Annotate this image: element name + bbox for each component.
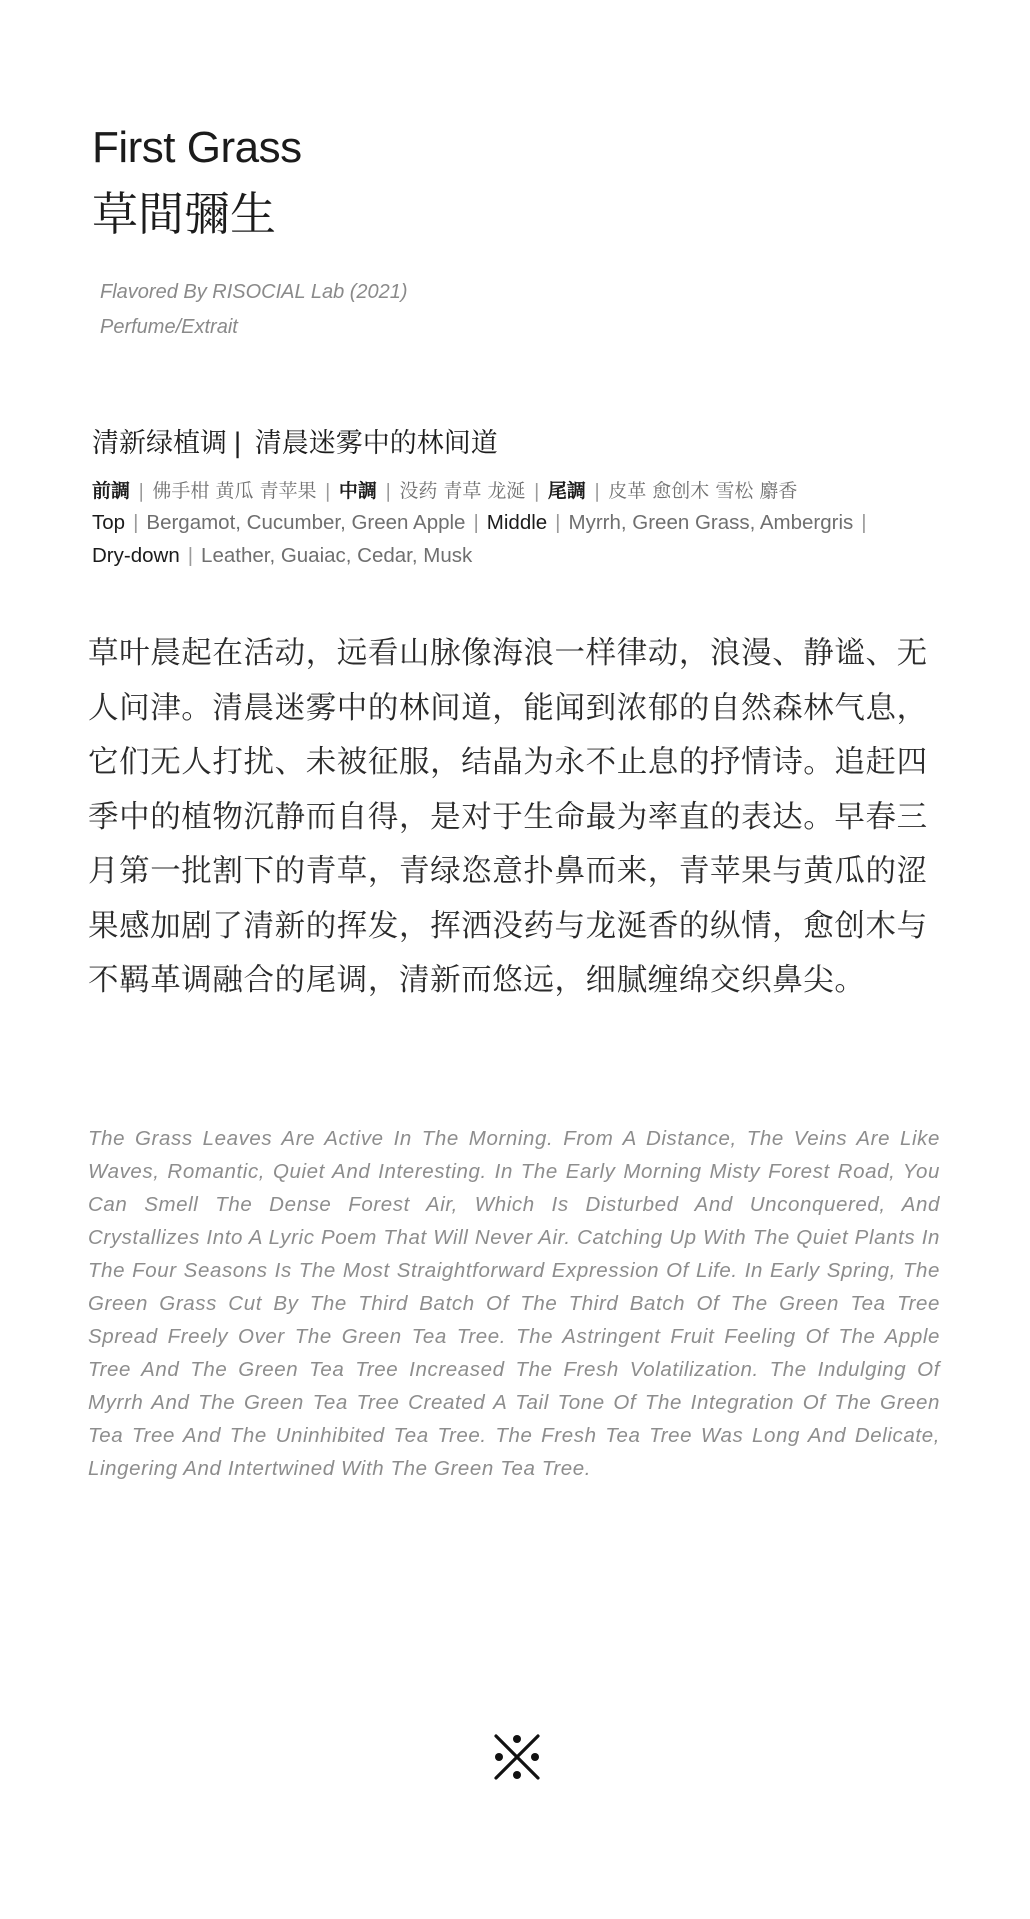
base-notes-label-en: Dry-down xyxy=(92,544,180,567)
flavored-by: Flavored By RISOCIAL Lab (2021) xyxy=(100,281,408,303)
middle-notes-label-zh: 中調 xyxy=(338,480,377,502)
description-english: The Grass Leaves Are Active In The Morning. From A Distance, The Veins Are Like Waves, Romantic, Quiet And Interesting. In The Early Morning Misty Forest Road, You Can Smell The Dense Forest Air, Which Is Disturbed And Unconquered, And Crystallizes Into A Lyric Poem That Will Never Air. Catching Up With The Quiet Plants In The Four Seasons Is The Most Straightforward Expression Of Life. In Early Spring, The Green Grass Cut By The Third Batch Of The Third Batch Of The Green Tea Tree Spread Freely Over The Green Tea Tree. The Astringent Fruit Feeling Of The Apple Tree And The Green Tea Tree Increased The Fresh Volatilization. The Indulging Of Myrrh And The Green Tea Tree Created A Tail Tone Of The Integration Of The Green Tea Tree And The Uninhibited Tea Tree. The Fresh Tea Tree Was Long And Delicate, Lingering And Intertwined With The Green Tea Tree. xyxy=(88,1127,940,1480)
notes-english-line-2: Dry-down | Leather, Guaiac, Cedar, Musk xyxy=(92,544,473,567)
notes-chinese: 前調 | 佛手柑 黄瓜 青苹果 | 中調 | 没药 青草 龙涎 | 尾調 | 皮革 愈创木 雪松 麝香 xyxy=(92,480,798,502)
base-notes-label-zh: 尾調 xyxy=(547,480,586,502)
scent-family: 清新绿植调 xyxy=(92,428,227,459)
top-notes-label-en: Top xyxy=(92,511,126,534)
top-notes-label-zh: 前調 xyxy=(92,480,131,502)
base-notes-en: Leather, Guaiac, Cedar, Musk xyxy=(201,544,473,567)
middle-notes-label-en: Middle xyxy=(486,511,548,534)
notes-english-line-1: Top | Bergamot, Cucumber, Green Apple | Middle | Myrrh, Green Grass, Ambergris | xyxy=(92,511,867,534)
crossed-lines-dots-icon xyxy=(490,1730,544,1784)
middle-notes-en: Myrrh, Green Grass, Ambergris xyxy=(568,511,854,534)
scent-theme xyxy=(92,424,498,464)
middle-notes-zh: 没药 青草 龙涎 xyxy=(399,480,526,502)
description-chinese: 草叶晨起在活动，远看山脉像海浪一样律动，浪漫、静谧、无人问津。清晨迷雾中的林间道，能闻到浓郁的自然森林气息，它们无人打扰、未被征服，结晶为永不止息的抒情诗。追赶四季中的植物沉静而自得，是对于生命最为率直的表达。早春三月第一批割下的青草，青绿恣意扑鼻而来，青苹果与黄瓜的涩果感加剧了清新的挥发，挥洒没药与龙涎香的纵情，愈创木与不羁革调融合的尾调，清新而悠远，细腻缠绵交织鼻尖。 xyxy=(88,636,928,998)
title-chinese: 草間彌生 xyxy=(92,187,276,241)
title-english: First Grass xyxy=(92,123,302,172)
product-category: Perfume/Extrait xyxy=(100,316,238,338)
theme-separator: | xyxy=(233,428,243,459)
top-notes-en: Bergamot, Cucumber, Green Apple xyxy=(146,511,466,534)
top-notes-zh: 佛手柑 黄瓜 青苹果 xyxy=(152,480,317,502)
scent-tagline: 清晨迷雾中的林间道 xyxy=(254,428,498,459)
base-notes-zh: 皮革 愈创木 雪松 麝香 xyxy=(608,480,798,502)
